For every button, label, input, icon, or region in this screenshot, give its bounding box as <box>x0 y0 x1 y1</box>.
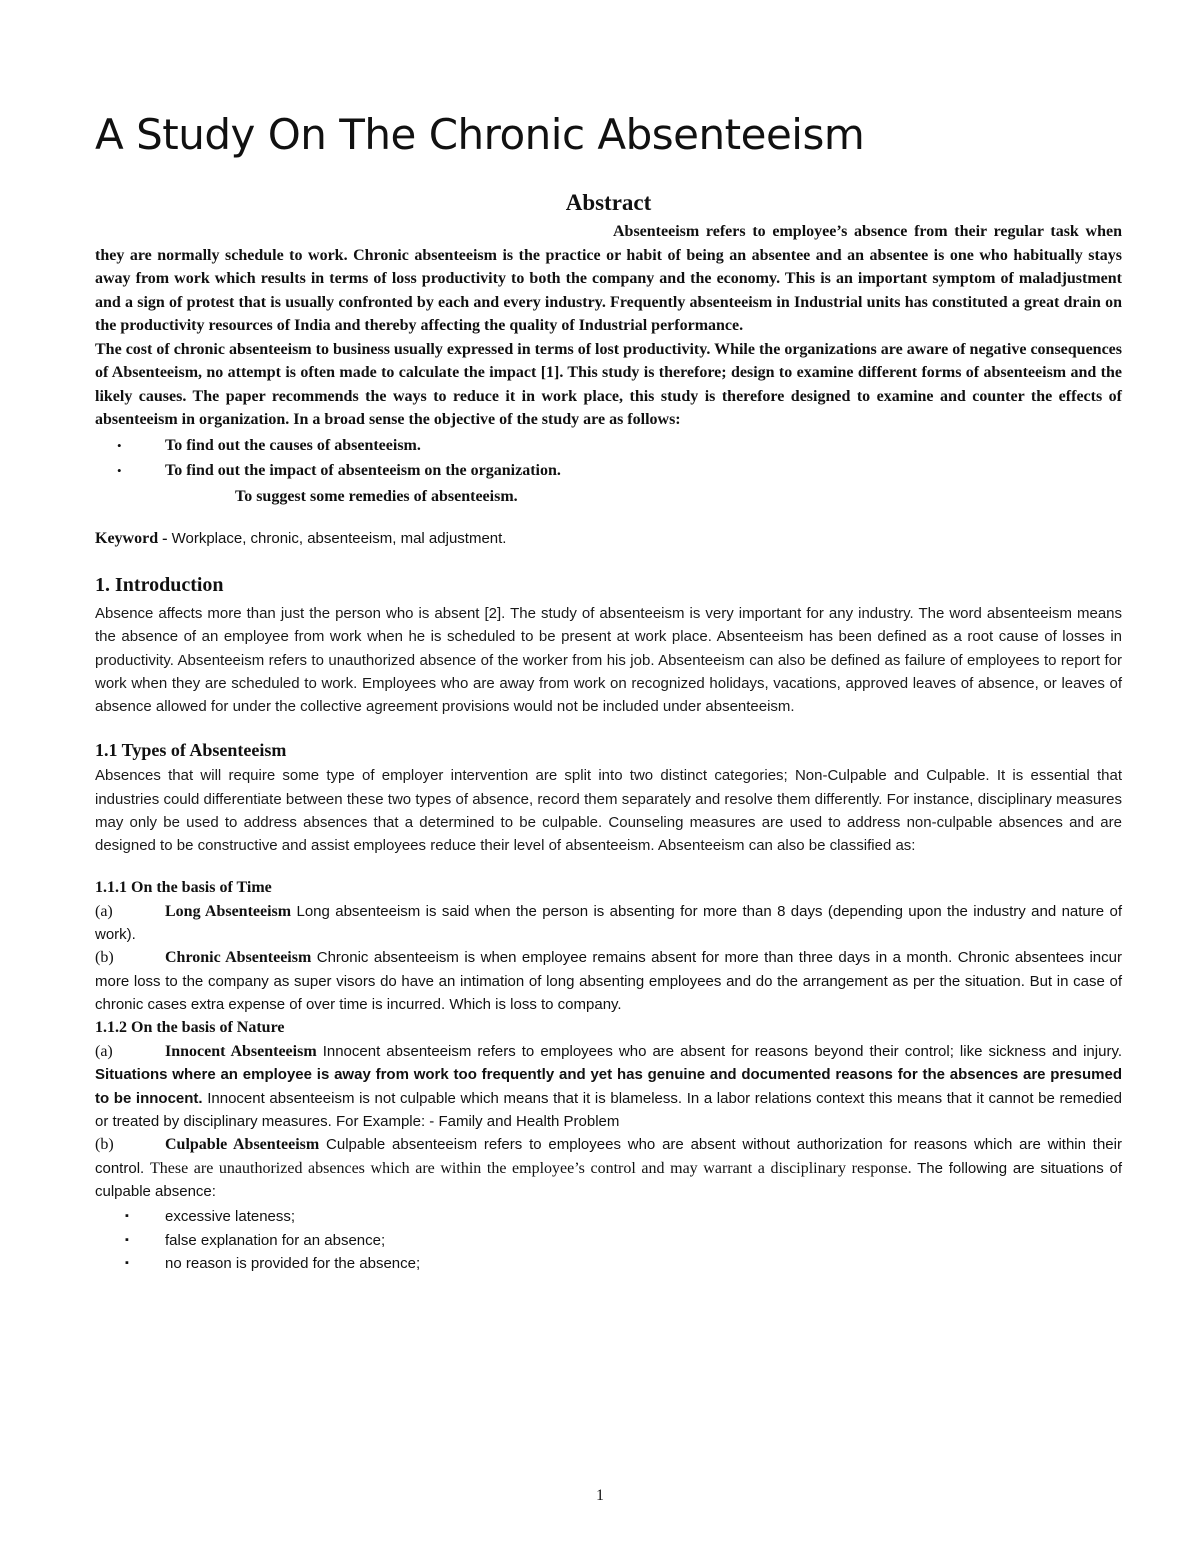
keyword-label: Keyword - <box>95 530 168 547</box>
item-text: The following are situations of culpable absence: <box>95 1159 1122 1200</box>
item-label: (b) <box>95 1136 114 1154</box>
nature-item-b <box>95 1133 1122 1203</box>
paper-page <box>95 108 1122 1275</box>
item-label: (a) <box>95 902 113 920</box>
item-text: Innocent absenteeism is not culpable which means that it is blameless. In a labor relations context this means that it cannot be remedied or treated by disciplinary measures. For Example: - Family and Health Problem <box>95 1089 1122 1131</box>
list-item: ▪ no reason is provided for the absence; <box>95 1252 1122 1275</box>
culpable-situations-list <box>95 1205 1122 1275</box>
list-item: ▪ false explanation for an absence; <box>95 1229 1122 1252</box>
item-text-serif: These are unauthorized absences which are within the employee’s control and may warrant a disciplinary response. <box>149 1159 912 1177</box>
item-term: Long Absenteeism <box>165 902 292 920</box>
abstract-paragraph-1: Absenteeism refers to employee’s absence from their regular task when they are normally schedule to work. Chronic absenteeism is the practice or habit of being an absentee and an absentee is one who habitually stays away from work which results in terms of loss productivity to both the company and the economy. This is an important symptom of maladjustment and a sign of protest that is usually confronted by each and every industry. Frequently absenteeism in Industrial units has constituted a great drain on the productivity resources of India and thereby affecting the quality of Industrial performance. <box>95 223 1122 334</box>
section-heading-introduction: 1. Introduction <box>95 574 224 596</box>
section-heading-time: 1.1.1 On the basis of Time <box>95 878 272 896</box>
types-paragraph: Absences that will require some type of employer intervention are split into two distinct categories; Non-Culpable and Culpable. It is essential that industries could differentiate between these two types of absence, record them separately and resolve them differently. For instance, disciplinary measures may only be used to address absences that a determined to be culpable. Counseling measures are used to address non-culpable absences and are designed to be constructive and assist employees reduce their level of absenteeism. Absenteeism can also be classified as: <box>95 767 1122 855</box>
objective-item: • To find out the impact of absenteeism on the organization. <box>95 459 1122 483</box>
time-item-a <box>95 900 1122 947</box>
objective-item: To suggest some remedies of absenteeism. <box>235 487 518 505</box>
item-emphasis: Situations where an employee is away from work too frequently and yet has genuine and documented reasons for the absences are presumed to be innocent. <box>95 1066 1122 1107</box>
nature-item-a <box>95 1040 1122 1133</box>
item-text: Chronic absenteeism is when employee remains absent for more than three days in a month. Chronic absentees incur more loss to the company as super visors do have an intimation of long absenting employees and do the arrangement as per the situation. But in case of chronic cases extra expense of over time is incurred. Which is loss to company. <box>95 949 1122 1013</box>
item-label: (a) <box>95 1043 113 1061</box>
section-heading-nature: 1.1.2 On the basis of Nature <box>95 1019 285 1037</box>
abstract-paragraph-2: The cost of chronic absenteeism to business usually expressed in terms of lost productivity. While the organizations are aware of negative consequences of Absenteeism, no attempt is often made to calculate the impact [1]. This study is therefore; design to examine different forms of absenteeism and the likely causes. The paper recommends the ways to reduce it in work place, this study is therefore designed to examine and counter the effects of absenteeism in organization. In a broad sense the objective of the study are as follows: <box>95 340 1122 428</box>
section-heading-types: 1.1 Types of Absenteeism <box>95 740 287 761</box>
keywords-line <box>95 528 1122 550</box>
item-term: Culpable Absenteeism <box>165 1136 320 1154</box>
item-text: Long absenteeism is said when the person is absenting for more than 8 days (depending upon the industry and nature of work). <box>95 902 1122 943</box>
item-text: Innocent absenteeism refers to employees who are absent for reasons beyond their control; like sickness and injury. <box>316 1043 1122 1061</box>
abstract-heading: Abstract <box>565 190 652 215</box>
item-term: Chronic Absenteeism <box>165 949 312 967</box>
item-term: Innocent Absenteeism <box>165 1043 317 1061</box>
page-number: 1 <box>596 1487 604 1504</box>
introduction-paragraph: Absence affects more than just the person who is absent [2]. The study of absenteeism is very important for any industry. The word absenteeism means the absence of an employee from work when he is scheduled to be present at work place. Absenteeism has been defined as a root cause of losses in productivity. Absenteeism refers to unauthorized absence of the worker from his job. Absenteeism can also be defined as failure of employees to report for work when they are scheduled to work. Employees who are away from work on recognized holidays, vacations, approved leaves of absence, or leaves of absence allowed for under the collective agreement provisions would not be included under absenteeism. <box>95 605 1122 716</box>
time-item-b <box>95 946 1122 1016</box>
item-text: Culpable absenteeism refers to employees who are absent without authorization for reasons which are within their control. <box>95 1136 1122 1177</box>
item-label: (b) <box>95 949 114 967</box>
list-item: ▪ excessive lateness; <box>95 1205 1122 1228</box>
objectives-list <box>95 434 1122 483</box>
paper-title: A Study On The Chronic Absenteeism <box>95 110 865 159</box>
keyword-text: Workplace, chronic, absenteeism, mal adjustment. <box>167 530 507 547</box>
objective-item: • To find out the causes of absenteeism. <box>95 434 1122 458</box>
